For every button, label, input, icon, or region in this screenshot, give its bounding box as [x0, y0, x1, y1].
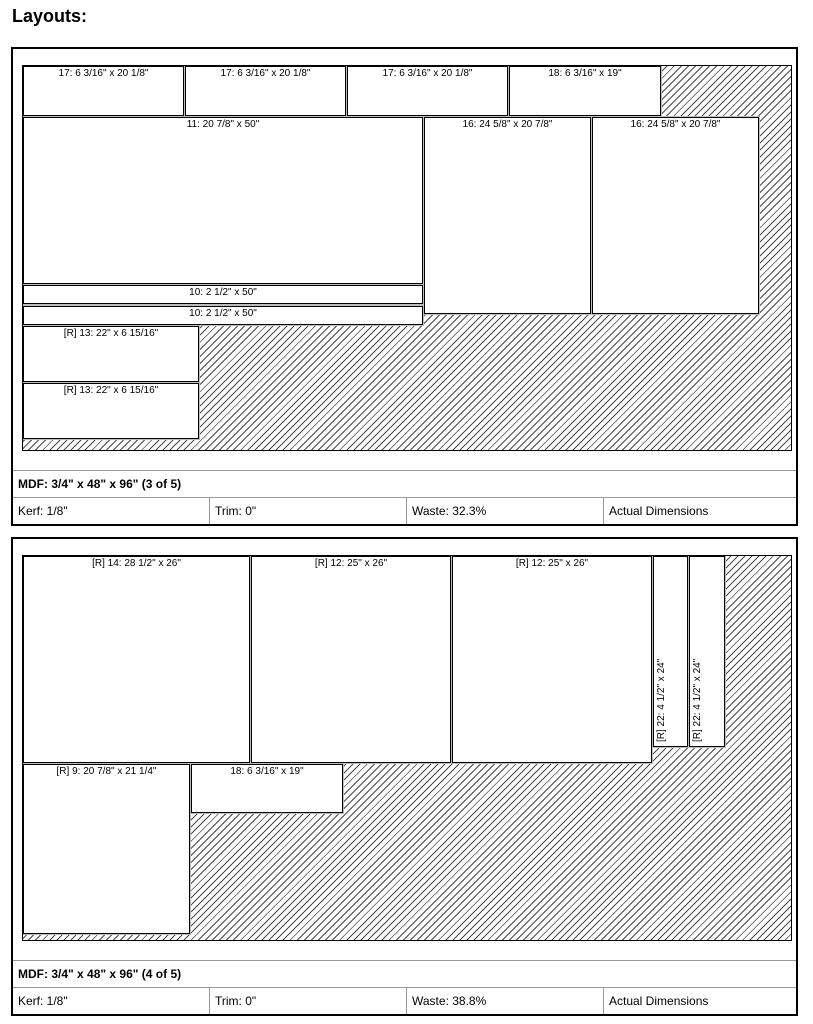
piece-label: [R] 13: 22" x 6 15/16" — [63, 385, 159, 396]
cut-piece — [592, 117, 759, 314]
cut-piece — [23, 764, 190, 934]
cut-piece — [689, 556, 725, 747]
dimensions-mode: Actual Dimensions — [609, 994, 709, 1008]
piece-label: [R] 12: 25" x 26" — [314, 558, 388, 569]
dimensions-mode: Actual Dimensions — [609, 504, 709, 518]
cut-piece — [23, 326, 199, 382]
kerf-value: Kerf: 1/8" — [13, 498, 210, 524]
piece-label: 17: 6 3/16" x 20 1/8" — [220, 68, 311, 79]
cut-piece — [23, 306, 423, 325]
cut-piece — [185, 66, 346, 116]
cut-board-diagram — [22, 65, 792, 451]
material-summary: MDF: 3/4" x 48" x 96" (3 of 5) — [13, 470, 796, 497]
piece-label: 16: 24 5/8" x 20 7/8" — [630, 119, 721, 130]
layout-sheet — [11, 47, 798, 526]
cut-piece — [424, 117, 591, 314]
cut-piece — [509, 66, 661, 116]
piece-label: 11: 20 7/8" x 50" — [186, 119, 260, 130]
cut-piece — [23, 66, 184, 116]
cut-piece — [452, 556, 652, 763]
cut-piece — [23, 117, 423, 284]
cut-piece — [23, 285, 423, 304]
sheet-info-row — [13, 987, 796, 1014]
piece-label: 17: 6 3/16" x 20 1/8" — [382, 68, 473, 79]
piece-label: 10: 2 1/2" x 50" — [189, 287, 257, 298]
piece-label: 10: 2 1/2" x 50" — [189, 308, 257, 319]
piece-label: [R] 13: 22" x 6 15/16" — [63, 328, 159, 339]
piece-label: [R] 22: 4 1/2" x 24" — [656, 658, 667, 742]
waste-value: Waste: 38.8% — [407, 988, 604, 1014]
piece-label: [R] 12: 25" x 26" — [515, 558, 589, 569]
layout-sheet — [11, 537, 798, 1016]
piece-label: [R] 14: 28 1/2" x 26" — [92, 558, 181, 569]
cut-board-diagram — [22, 555, 792, 941]
kerf-value: Kerf: 1/8" — [13, 988, 210, 1014]
piece-label: 18: 6 3/16" x 19" — [548, 68, 622, 79]
cut-piece — [23, 556, 250, 763]
material-summary: MDF: 3/4" x 48" x 96" (4 of 5) — [13, 960, 796, 987]
trim-value: Trim: 0" — [210, 498, 407, 524]
piece-label: 17: 6 3/16" x 20 1/8" — [58, 68, 149, 79]
cut-piece — [251, 556, 451, 763]
piece-label: [R] 22: 4 1/2" x 24" — [692, 658, 703, 742]
piece-label: 16: 24 5/8" x 20 7/8" — [462, 119, 553, 130]
piece-label: 18: 6 3/16" x 19" — [230, 766, 304, 777]
sheet-info-row — [13, 497, 796, 524]
trim-value: Trim: 0" — [210, 988, 407, 1014]
cut-piece — [23, 383, 199, 439]
cut-piece — [191, 764, 343, 813]
page-title: Layouts: — [12, 6, 88, 26]
piece-label: [R] 9: 20 7/8" x 21 1/4" — [56, 766, 157, 777]
cut-piece — [653, 556, 688, 747]
cut-piece — [347, 66, 508, 116]
waste-value: Waste: 32.3% — [407, 498, 604, 524]
